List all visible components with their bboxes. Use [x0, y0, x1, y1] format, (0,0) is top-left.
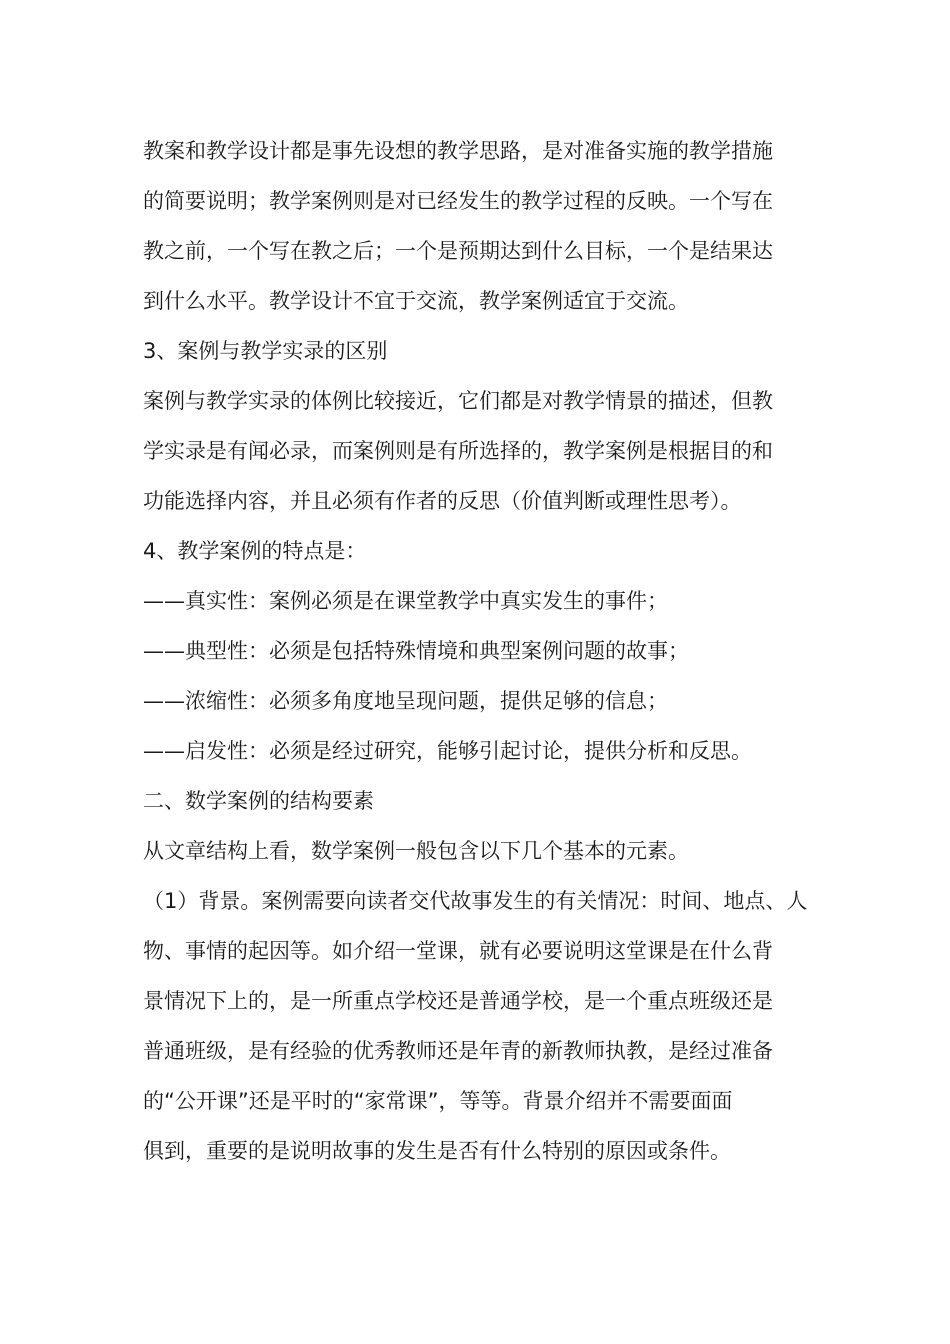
- paragraph-line: 从文章结构上看，数学案例一般包含以下几个基本的元素。: [143, 839, 689, 863]
- paragraph-line: 案例与教学实录的体例比较接近，它们都是对教学情景的描述，但教: [143, 389, 773, 413]
- paragraph-line: 的简要说明；教学案例则是对已经发生的教学过程的反映。一个写在: [143, 189, 773, 213]
- paragraph-line: 物、事情的起因等。如介绍一堂课，就有必要说明这堂课是在什么背: [143, 939, 773, 963]
- list-item: ——真实性：案例必须是在课堂教学中真实发生的事件；: [143, 589, 668, 613]
- paragraph-line: 教案和教学设计都是事先设想的教学思路，是对准备实施的教学措施: [143, 139, 773, 163]
- section-heading: 3、案例与教学实录的区别: [143, 339, 388, 363]
- paragraph-line: 的“公开课”还是平时的“家常课”，等等。背景介绍并不需要面面: [143, 1089, 733, 1113]
- paragraph-line: （1）背景。案例需要向读者交代故事发生的有关情况：时间、地点、人: [143, 889, 808, 913]
- document-body: [143, 126, 808, 1176]
- section-heading: 4、教学案例的特点是：: [143, 539, 367, 563]
- paragraph-line: 到什么水平。教学设计不宜于交流，教学案例适宜于交流。: [143, 289, 689, 313]
- list-item: ——典型性：必须是包括特殊情境和典型案例问题的故事；: [143, 639, 689, 663]
- paragraph-line: 景情况下上的，是一所重点学校还是普通学校，是一个重点班级还是: [143, 989, 773, 1013]
- paragraph-line: 普通班级，是有经验的优秀教师还是年青的新教师执教，是经过准备: [143, 1039, 773, 1063]
- list-item: ——浓缩性：必须多角度地呈现问题，提供足够的信息；: [143, 689, 668, 713]
- section-heading: 二、数学案例的结构要素: [143, 789, 374, 813]
- paragraph-line: 俱到，重要的是说明故事的发生是否有什么特别的原因或条件。: [143, 1139, 731, 1163]
- paragraph-line: 功能选择内容，并且必须有作者的反思（价值判断或理性思考）。: [143, 489, 742, 513]
- list-item: ——启发性：必须是经过研究，能够引起讨论，提供分析和反思。: [143, 739, 752, 763]
- paragraph-line: 教之前，一个写在教之后；一个是预期达到什么目标，一个是结果达: [143, 239, 773, 263]
- paragraph-line: 学实录是有闻必录，而案例则是有所选择的，教学案例是根据目的和: [143, 439, 773, 463]
